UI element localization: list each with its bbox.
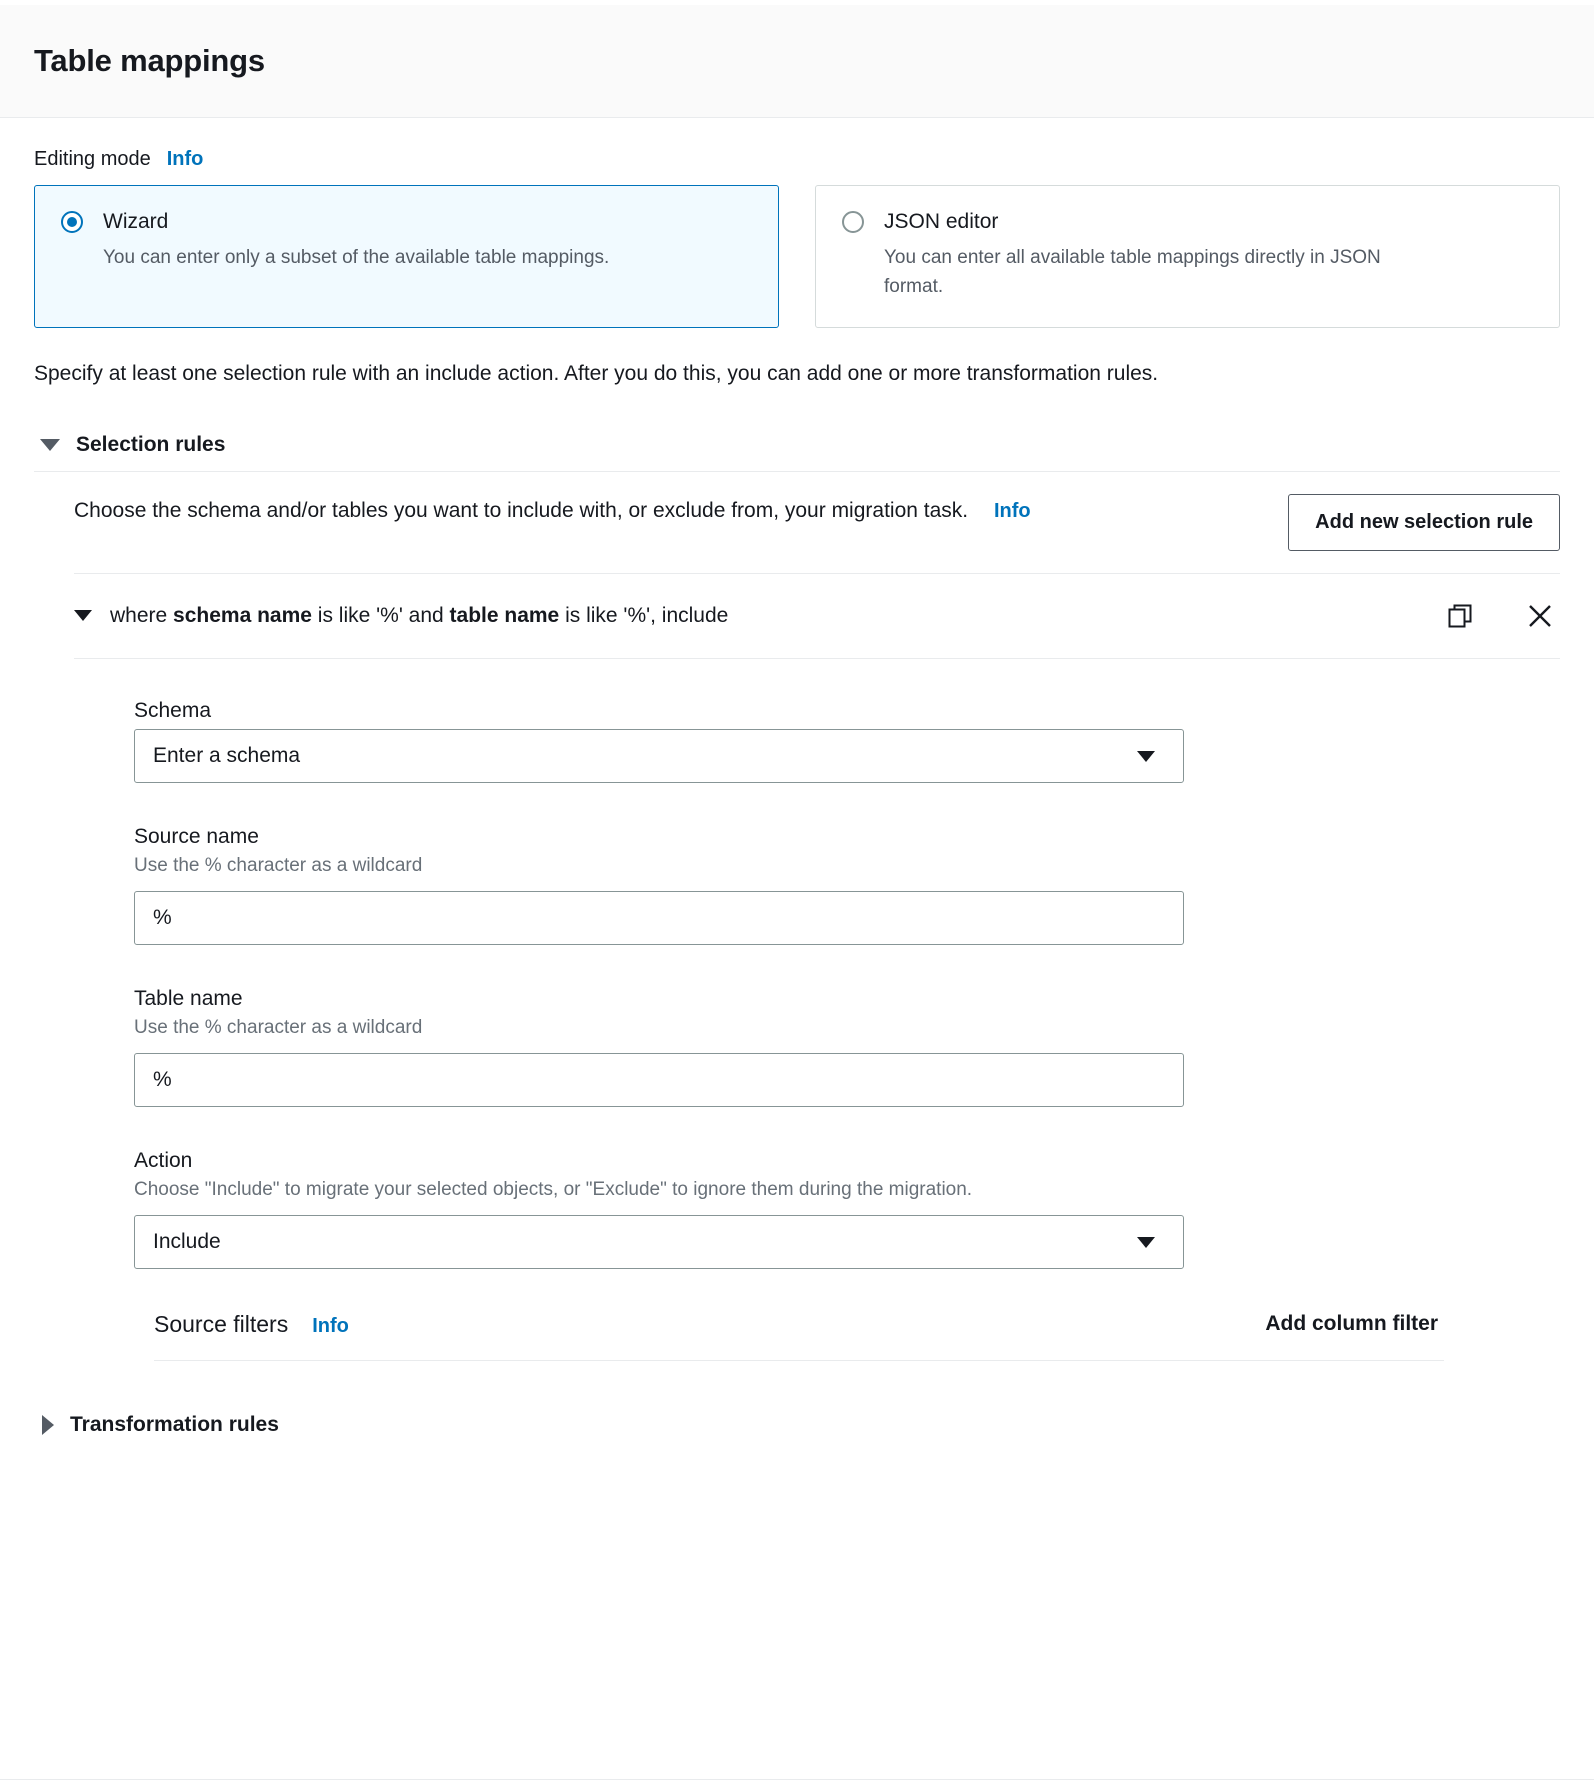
rule-summary-suffix: is like '%', include — [559, 603, 729, 627]
editing-mode-radio-group — [34, 185, 1560, 328]
editing-mode-label: Editing mode — [34, 148, 151, 170]
schema-select-value: Enter a schema — [153, 743, 301, 767]
action-hint: Choose "Include" to migrate your selected objects, or "Exclude" to ignore them during the migration. — [134, 1178, 973, 1200]
radio-selected-icon[interactable] — [61, 211, 83, 233]
table-name-field-group — [134, 987, 1560, 1107]
chevron-down-icon[interactable] — [40, 439, 60, 451]
selection-rule-header — [74, 574, 1560, 659]
selection-rules-description — [74, 494, 1031, 528]
source-filters-title: Source filters — [154, 1310, 289, 1337]
source-filters-row — [154, 1311, 1444, 1361]
editing-mode-info-link[interactable]: Info — [166, 148, 204, 170]
panel-body — [0, 118, 1594, 1437]
table-name-label: Table name — [134, 986, 243, 1010]
table-name-hint: Use the % character as a wildcard — [134, 1016, 423, 1038]
action-select-value: Include — [153, 1229, 221, 1253]
instruction-text: Specify at least one selection rule with an include action. After you do this, you can add one or more transformation rules. — [34, 362, 1159, 385]
close-icon[interactable] — [1520, 596, 1560, 636]
action-field-group — [134, 1149, 1560, 1269]
selection-rules-info-link[interactable]: Info — [993, 499, 1031, 522]
source-name-value: % — [153, 905, 172, 929]
source-filters-left — [154, 1311, 349, 1338]
wizard-option-title: Wizard — [103, 210, 169, 233]
selection-rules-inner — [34, 472, 1560, 574]
rule-summary-table-label: table name — [449, 603, 560, 627]
rule-summary-schema-label: schema name — [173, 603, 312, 627]
schema-select[interactable] — [134, 729, 1184, 783]
selection-rule-body — [34, 659, 1560, 1269]
json-editor-option-description: You can enter all available table mappings directly in JSON format. — [884, 247, 1381, 297]
selection-rule-summary — [110, 604, 1440, 628]
editing-mode-option-json-editor[interactable] — [815, 185, 1560, 328]
table-name-input[interactable] — [134, 1053, 1184, 1107]
table-name-value: % — [153, 1067, 172, 1091]
selection-rules-description-text: Choose the schema and/or tables you want to include with, or exclude from, your migration task. — [74, 498, 969, 522]
chevron-down-icon[interactable] — [1137, 751, 1155, 762]
source-filters-info-link[interactable]: Info — [312, 1314, 349, 1337]
selection-rules-description-row — [74, 472, 1560, 574]
rule-summary-prefix: where — [110, 603, 174, 627]
rule-summary-mid: is like '%' and — [311, 603, 450, 627]
chevron-down-icon[interactable] — [1137, 1237, 1155, 1248]
source-name-input[interactable] — [134, 891, 1184, 945]
radio-unselected-icon[interactable] — [842, 211, 864, 233]
selection-rules-section-header[interactable] — [34, 433, 1560, 472]
source-name-field-group — [134, 825, 1560, 945]
json-editor-option-title: JSON editor — [884, 210, 999, 233]
selection-rules-title: Selection rules — [76, 432, 226, 456]
panel-header — [0, 5, 1594, 118]
transformation-rules-title: Transformation rules — [70, 1412, 279, 1436]
editing-mode-option-wizard[interactable] — [34, 185, 779, 328]
page-title: Table mappings — [34, 43, 265, 78]
schema-field-group — [134, 699, 1560, 783]
transformation-rules-section-header[interactable] — [34, 1413, 1560, 1437]
json-editor-radio-head — [842, 210, 1533, 234]
source-name-label: Source name — [134, 824, 259, 848]
selection-rules-section — [34, 433, 1560, 1361]
source-name-hint: Use the % character as a wildcard — [134, 854, 423, 876]
schema-label: Schema — [134, 698, 212, 722]
action-select[interactable] — [134, 1215, 1184, 1269]
wizard-option-description: You can enter only a subset of the available table mappings. — [103, 247, 610, 268]
action-label: Action — [134, 1148, 193, 1172]
add-new-selection-rule-button[interactable]: Add new selection rule — [1288, 494, 1560, 551]
add-column-filter-button[interactable]: Add column filter — [1259, 1311, 1444, 1337]
editing-mode-label-row — [34, 148, 1560, 171]
wizard-radio-head — [61, 210, 752, 234]
copy-icon[interactable] — [1440, 596, 1480, 636]
rule-chevron-down-icon[interactable] — [74, 610, 92, 621]
chevron-right-icon[interactable] — [42, 1415, 54, 1435]
